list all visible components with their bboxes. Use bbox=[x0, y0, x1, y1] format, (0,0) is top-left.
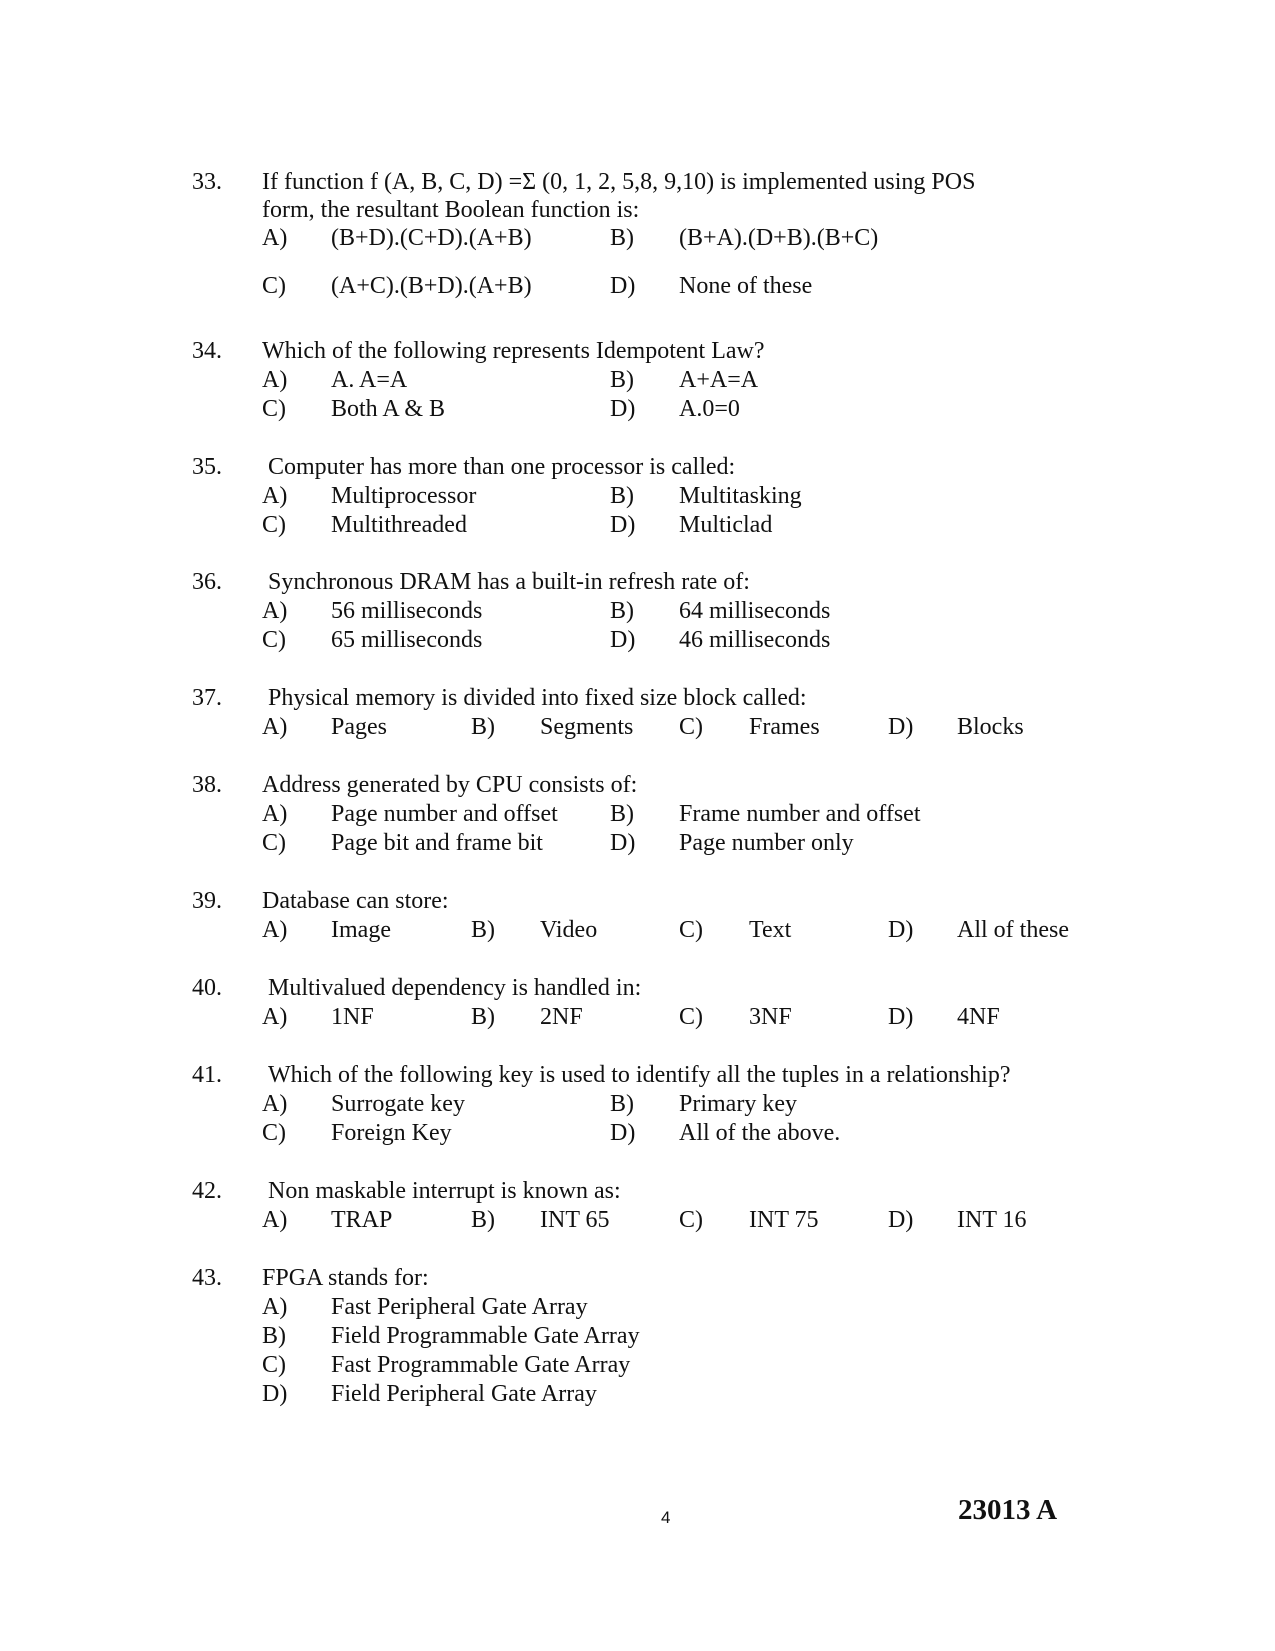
option-letter: B) bbox=[471, 917, 495, 943]
option-text: 46 milliseconds bbox=[679, 627, 831, 653]
option-text: TRAP bbox=[331, 1207, 393, 1233]
option-letter: D) bbox=[610, 512, 636, 538]
option-text: Multiclad bbox=[679, 512, 773, 538]
option-text: Multitasking bbox=[679, 483, 802, 509]
option-text: 3NF bbox=[749, 1004, 792, 1030]
option-text: Page number and offset bbox=[331, 801, 558, 827]
question-number: 38. bbox=[192, 772, 222, 798]
option-text: Blocks bbox=[957, 714, 1024, 740]
option-letter: A) bbox=[262, 801, 288, 827]
option-letter: B) bbox=[471, 714, 495, 740]
question-text: Which of the following represents Idempotent Law? bbox=[262, 338, 765, 364]
question-text: Physical memory is divided into fixed size block called: bbox=[268, 685, 807, 711]
option-letter: C) bbox=[262, 627, 286, 653]
option-letter: A) bbox=[262, 225, 288, 251]
option-letter: A) bbox=[262, 917, 288, 943]
question-text: Which of the following key is used to identify all the tuples in a relationship? bbox=[268, 1062, 1011, 1088]
option-text: (B+A).(D+B).(B+C) bbox=[679, 225, 879, 251]
option-text: Page bit and frame bit bbox=[331, 830, 543, 856]
option-text: None of these bbox=[679, 273, 813, 299]
question-number: 34. bbox=[192, 338, 222, 364]
option-letter: C) bbox=[262, 1120, 286, 1146]
option-text: 65 milliseconds bbox=[331, 627, 483, 653]
option-text: Text bbox=[749, 917, 792, 943]
question-number: 36. bbox=[192, 569, 222, 595]
option-letter: C) bbox=[262, 1352, 286, 1378]
option-text: Video bbox=[540, 917, 598, 943]
option-text: INT 16 bbox=[957, 1207, 1027, 1233]
option-text: A+A=A bbox=[679, 367, 759, 393]
option-text: 56 milliseconds bbox=[331, 598, 483, 624]
option-letter: D) bbox=[610, 627, 636, 653]
option-text: Pages bbox=[331, 714, 387, 740]
option-letter: A) bbox=[262, 1004, 288, 1030]
option-text: Both A & B bbox=[331, 396, 446, 422]
option-text: Multiprocessor bbox=[331, 483, 477, 509]
option-letter: B) bbox=[610, 801, 634, 827]
option-text: 1NF bbox=[331, 1004, 374, 1030]
question-number: 35. bbox=[192, 454, 222, 480]
question-text: form, the resultant Boolean function is: bbox=[262, 197, 640, 223]
question-text: FPGA stands for: bbox=[262, 1265, 429, 1291]
option-letter: B) bbox=[471, 1207, 495, 1233]
option-text: A. A=A bbox=[331, 367, 408, 393]
paper-code: 23013 A bbox=[958, 1494, 1058, 1526]
option-letter: B) bbox=[610, 225, 634, 251]
option-text: Multithreaded bbox=[331, 512, 467, 538]
option-text: Fast Programmable Gate Array bbox=[331, 1352, 631, 1378]
option-letter: C) bbox=[262, 396, 286, 422]
option-text: Field Programmable Gate Array bbox=[331, 1323, 640, 1349]
option-letter: B) bbox=[610, 1091, 634, 1117]
option-letter: B) bbox=[471, 1004, 495, 1030]
option-letter: C) bbox=[679, 917, 703, 943]
question-text: Database can store: bbox=[262, 888, 449, 914]
question-text: Address generated by CPU consists of: bbox=[262, 772, 638, 798]
option-letter: C) bbox=[262, 512, 286, 538]
option-text: Frame number and offset bbox=[679, 801, 921, 827]
option-text: Image bbox=[331, 917, 391, 943]
option-text: All of these bbox=[957, 917, 1069, 943]
option-text: (B+D).(C+D).(A+B) bbox=[331, 225, 532, 251]
option-letter: B) bbox=[610, 367, 634, 393]
option-letter: B) bbox=[610, 598, 634, 624]
question-number: 41. bbox=[192, 1062, 222, 1088]
option-text: 2NF bbox=[540, 1004, 583, 1030]
option-letter: D) bbox=[610, 1120, 636, 1146]
option-text: Segments bbox=[540, 714, 634, 740]
question-text: Computer has more than one processor is called: bbox=[268, 454, 736, 480]
option-text: 4NF bbox=[957, 1004, 1000, 1030]
option-text: All of the above. bbox=[679, 1120, 841, 1146]
option-letter: C) bbox=[262, 830, 286, 856]
option-letter: D) bbox=[888, 1004, 914, 1030]
option-text: Page number only bbox=[679, 830, 854, 856]
option-letter: D) bbox=[262, 1381, 288, 1407]
question-number: 33. bbox=[192, 169, 222, 195]
option-text: Frames bbox=[749, 714, 820, 740]
option-letter: D) bbox=[888, 1207, 914, 1233]
option-letter: B) bbox=[610, 483, 634, 509]
option-text: Field Peripheral Gate Array bbox=[331, 1381, 597, 1407]
page-number: 4 bbox=[661, 1508, 671, 1527]
option-letter: A) bbox=[262, 1294, 288, 1320]
question-number: 40. bbox=[192, 975, 222, 1001]
option-letter: C) bbox=[262, 273, 286, 299]
option-letter: D) bbox=[888, 917, 914, 943]
option-text: Fast Peripheral Gate Array bbox=[331, 1294, 588, 1320]
option-text: Foreign Key bbox=[331, 1120, 452, 1146]
question-text: Multivalued dependency is handled in: bbox=[268, 975, 642, 1001]
option-text: INT 75 bbox=[749, 1207, 819, 1233]
option-letter: D) bbox=[610, 273, 636, 299]
option-letter: A) bbox=[262, 1091, 288, 1117]
option-text: A.0=0 bbox=[679, 396, 740, 422]
option-text: INT 65 bbox=[540, 1207, 610, 1233]
option-text: (A+C).(B+D).(A+B) bbox=[331, 273, 532, 299]
option-text: Surrogate key bbox=[331, 1091, 465, 1117]
question-number: 43. bbox=[192, 1265, 222, 1291]
option-letter: A) bbox=[262, 714, 288, 740]
option-letter: D) bbox=[610, 830, 636, 856]
option-text: 64 milliseconds bbox=[679, 598, 831, 624]
option-letter: D) bbox=[610, 396, 636, 422]
option-letter: D) bbox=[888, 714, 914, 740]
option-letter: C) bbox=[679, 714, 703, 740]
question-text: Non maskable interrupt is known as: bbox=[268, 1178, 621, 1204]
option-text: Primary key bbox=[679, 1091, 797, 1117]
option-letter: C) bbox=[679, 1004, 703, 1030]
question-text: Synchronous DRAM has a built-in refresh rate of: bbox=[268, 569, 750, 595]
option-letter: A) bbox=[262, 1207, 288, 1233]
question-text: If function f (A, B, C, D) =Σ (0, 1, 2, 5,8, 9,10) is implemented using POS bbox=[262, 169, 976, 195]
question-number: 42. bbox=[192, 1178, 222, 1204]
question-number: 39. bbox=[192, 888, 222, 914]
option-letter: A) bbox=[262, 483, 288, 509]
option-letter: B) bbox=[262, 1323, 286, 1349]
option-letter: A) bbox=[262, 598, 288, 624]
question-number: 37. bbox=[192, 685, 222, 711]
option-letter: A) bbox=[262, 367, 288, 393]
option-letter: C) bbox=[679, 1207, 703, 1233]
